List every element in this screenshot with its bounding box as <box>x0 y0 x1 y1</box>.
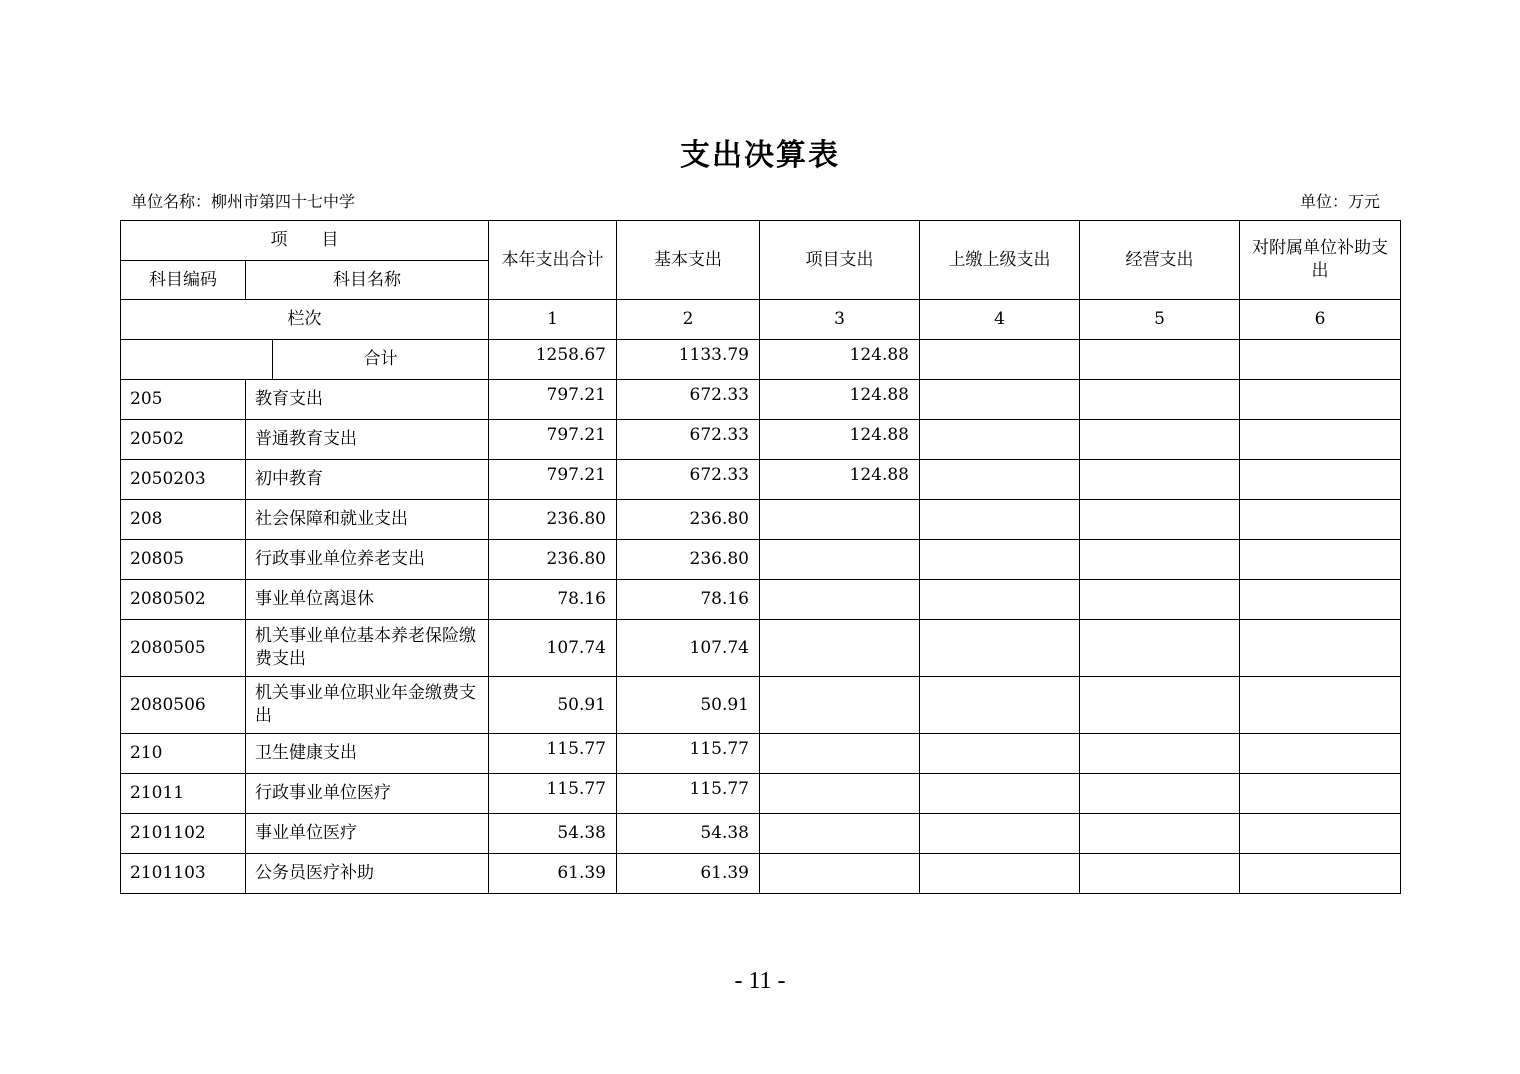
total-cell: 797.21 <box>489 420 617 460</box>
business-cell <box>1080 620 1240 677</box>
total-cell: 236.80 <box>489 540 617 580</box>
project-cell <box>760 580 920 620</box>
subject-name-cell: 教育支出 <box>246 380 489 420</box>
subject-code-cell: 20502 <box>121 420 246 460</box>
subject-code-cell: 2101103 <box>121 854 246 894</box>
subject-code-cell: 205 <box>121 380 246 420</box>
column-number-3: 3 <box>760 300 920 340</box>
superior-cell <box>920 620 1080 677</box>
project-cell: 124.88 <box>760 420 920 460</box>
subject-name-cell: 事业单位离退休 <box>246 580 489 620</box>
subsidy-cell <box>1240 854 1401 894</box>
business-cell <box>1080 734 1240 774</box>
superior-cell <box>920 340 1080 380</box>
superior-cell <box>920 380 1080 420</box>
basic-cell: 236.80 <box>617 500 760 540</box>
superior-cell <box>920 814 1080 854</box>
superior-cell <box>920 854 1080 894</box>
subsidy-cell <box>1240 340 1401 380</box>
column-number-6: 6 <box>1240 300 1401 340</box>
total-cell: 1258.67 <box>489 340 617 380</box>
subsidy-cell <box>1240 580 1401 620</box>
subject-code-cell: 2080502 <box>121 580 246 620</box>
header-name: 科目名称 <box>246 261 489 300</box>
project-cell <box>760 734 920 774</box>
subject-code-cell: 2101102 <box>121 814 246 854</box>
table-row <box>121 420 1401 460</box>
header-project: 项 目 <box>121 221 489 261</box>
basic-cell: 61.39 <box>617 854 760 894</box>
subject-code-cell: 2050203 <box>121 460 246 500</box>
header-superior: 上缴上级支出 <box>920 221 1080 300</box>
business-cell <box>1080 460 1240 500</box>
table-row <box>121 580 1401 620</box>
header-code: 科目编码 <box>121 261 246 300</box>
subject-code-cell: 210 <box>121 734 246 774</box>
header-total: 本年支出合计 <box>489 221 617 300</box>
subsidy-cell <box>1240 774 1401 814</box>
project-cell <box>760 540 920 580</box>
basic-cell: 54.38 <box>617 814 760 854</box>
total-cell: 115.77 <box>489 734 617 774</box>
basic-cell: 672.33 <box>617 460 760 500</box>
subject-code-cell: 2080505 <box>121 620 246 677</box>
business-cell <box>1080 380 1240 420</box>
subject-code-cell: 21011 <box>121 774 246 814</box>
total-cell: 54.38 <box>489 814 617 854</box>
subject-name-cell: 机关事业单位基本养老保险缴费支出 <box>246 620 489 677</box>
subsidy-cell <box>1240 500 1401 540</box>
basic-cell: 107.74 <box>617 620 760 677</box>
currency-unit-label: 单位：万元 <box>1300 192 1381 211</box>
basic-cell: 115.77 <box>617 774 760 814</box>
subject-name-cell: 初中教育 <box>246 460 489 500</box>
basic-cell: 78.16 <box>617 580 760 620</box>
page-title: 支出决算表 <box>680 138 840 173</box>
unit-name-label: 单位名称：柳州市第四十七中学 <box>131 192 356 211</box>
subsidy-cell <box>1240 734 1401 774</box>
total-cell: 78.16 <box>489 580 617 620</box>
business-cell <box>1080 540 1240 580</box>
subject-code-cell: 20805 <box>121 540 246 580</box>
table-row <box>121 380 1401 420</box>
project-cell <box>760 500 920 540</box>
header-project-expenditure: 项目支出 <box>760 221 920 300</box>
subsidy-cell <box>1240 460 1401 500</box>
project-cell <box>760 620 920 677</box>
table-row <box>121 677 1401 734</box>
business-cell <box>1080 677 1240 734</box>
project-cell <box>760 774 920 814</box>
subsidy-cell <box>1240 420 1401 460</box>
total-cell: 797.21 <box>489 460 617 500</box>
table-row <box>121 540 1401 580</box>
project-cell <box>760 854 920 894</box>
basic-cell: 672.33 <box>617 380 760 420</box>
column-number-5: 5 <box>1080 300 1240 340</box>
subject-name-cell: 机关事业单位职业年金缴费支出 <box>246 677 489 734</box>
subject-name-cell: 社会保障和就业支出 <box>246 500 489 540</box>
total-cell: 797.21 <box>489 380 617 420</box>
column-number-2: 2 <box>617 300 760 340</box>
superior-cell <box>920 580 1080 620</box>
superior-cell <box>920 677 1080 734</box>
subsidy-cell <box>1240 677 1401 734</box>
subject-name-cell: 事业单位医疗 <box>246 814 489 854</box>
superior-cell <box>920 420 1080 460</box>
total-cell: 61.39 <box>489 854 617 894</box>
subject-name-cell: 卫生健康支出 <box>246 734 489 774</box>
expenditure-table <box>120 220 1401 894</box>
superior-cell <box>920 734 1080 774</box>
table-row <box>121 734 1401 774</box>
business-cell <box>1080 814 1240 854</box>
business-cell <box>1080 500 1240 540</box>
table-row <box>121 460 1401 500</box>
table-row <box>121 340 1401 380</box>
subject-code-cell: 2080506 <box>121 677 246 734</box>
subject-name-cell: 合计 <box>273 340 489 380</box>
total-cell: 236.80 <box>489 500 617 540</box>
project-cell: 124.88 <box>760 460 920 500</box>
project-cell: 124.88 <box>760 340 920 380</box>
subsidy-cell <box>1240 620 1401 677</box>
subsidy-cell <box>1240 814 1401 854</box>
business-cell <box>1080 854 1240 894</box>
column-number-4: 4 <box>920 300 1080 340</box>
subject-name-cell: 行政事业单位医疗 <box>246 774 489 814</box>
business-cell <box>1080 580 1240 620</box>
superior-cell <box>920 774 1080 814</box>
superior-cell <box>920 540 1080 580</box>
basic-cell: 672.33 <box>617 420 760 460</box>
project-cell: 124.88 <box>760 380 920 420</box>
business-cell <box>1080 420 1240 460</box>
subsidy-cell <box>1240 380 1401 420</box>
basic-cell: 236.80 <box>617 540 760 580</box>
subsidy-cell <box>1240 540 1401 580</box>
header-business: 经营支出 <box>1080 221 1240 300</box>
project-cell <box>760 814 920 854</box>
table-row <box>121 814 1401 854</box>
subject-name-cell: 行政事业单位养老支出 <box>246 540 489 580</box>
header-basic: 基本支出 <box>617 221 760 300</box>
page-number: - 11 - <box>734 968 786 994</box>
subject-code-cell <box>121 340 273 380</box>
table-row <box>121 854 1401 894</box>
total-cell: 50.91 <box>489 677 617 734</box>
basic-cell: 50.91 <box>617 677 760 734</box>
subject-name-cell: 公务员医疗补助 <box>246 854 489 894</box>
subject-name-cell: 普通教育支出 <box>246 420 489 460</box>
column-number-1: 1 <box>489 300 617 340</box>
superior-cell <box>920 460 1080 500</box>
project-cell <box>760 677 920 734</box>
superior-cell <box>920 500 1080 540</box>
table-row <box>121 620 1401 677</box>
table-row <box>121 500 1401 540</box>
subject-code-cell: 208 <box>121 500 246 540</box>
basic-cell: 115.77 <box>617 734 760 774</box>
business-cell <box>1080 340 1240 380</box>
table-row <box>121 774 1401 814</box>
business-cell <box>1080 774 1240 814</box>
total-cell: 107.74 <box>489 620 617 677</box>
total-cell: 115.77 <box>489 774 617 814</box>
basic-cell: 1133.79 <box>617 340 760 380</box>
column-number-label: 栏次 <box>121 300 489 340</box>
header-subsidy: 对附属单位补助支出 <box>1240 221 1401 300</box>
